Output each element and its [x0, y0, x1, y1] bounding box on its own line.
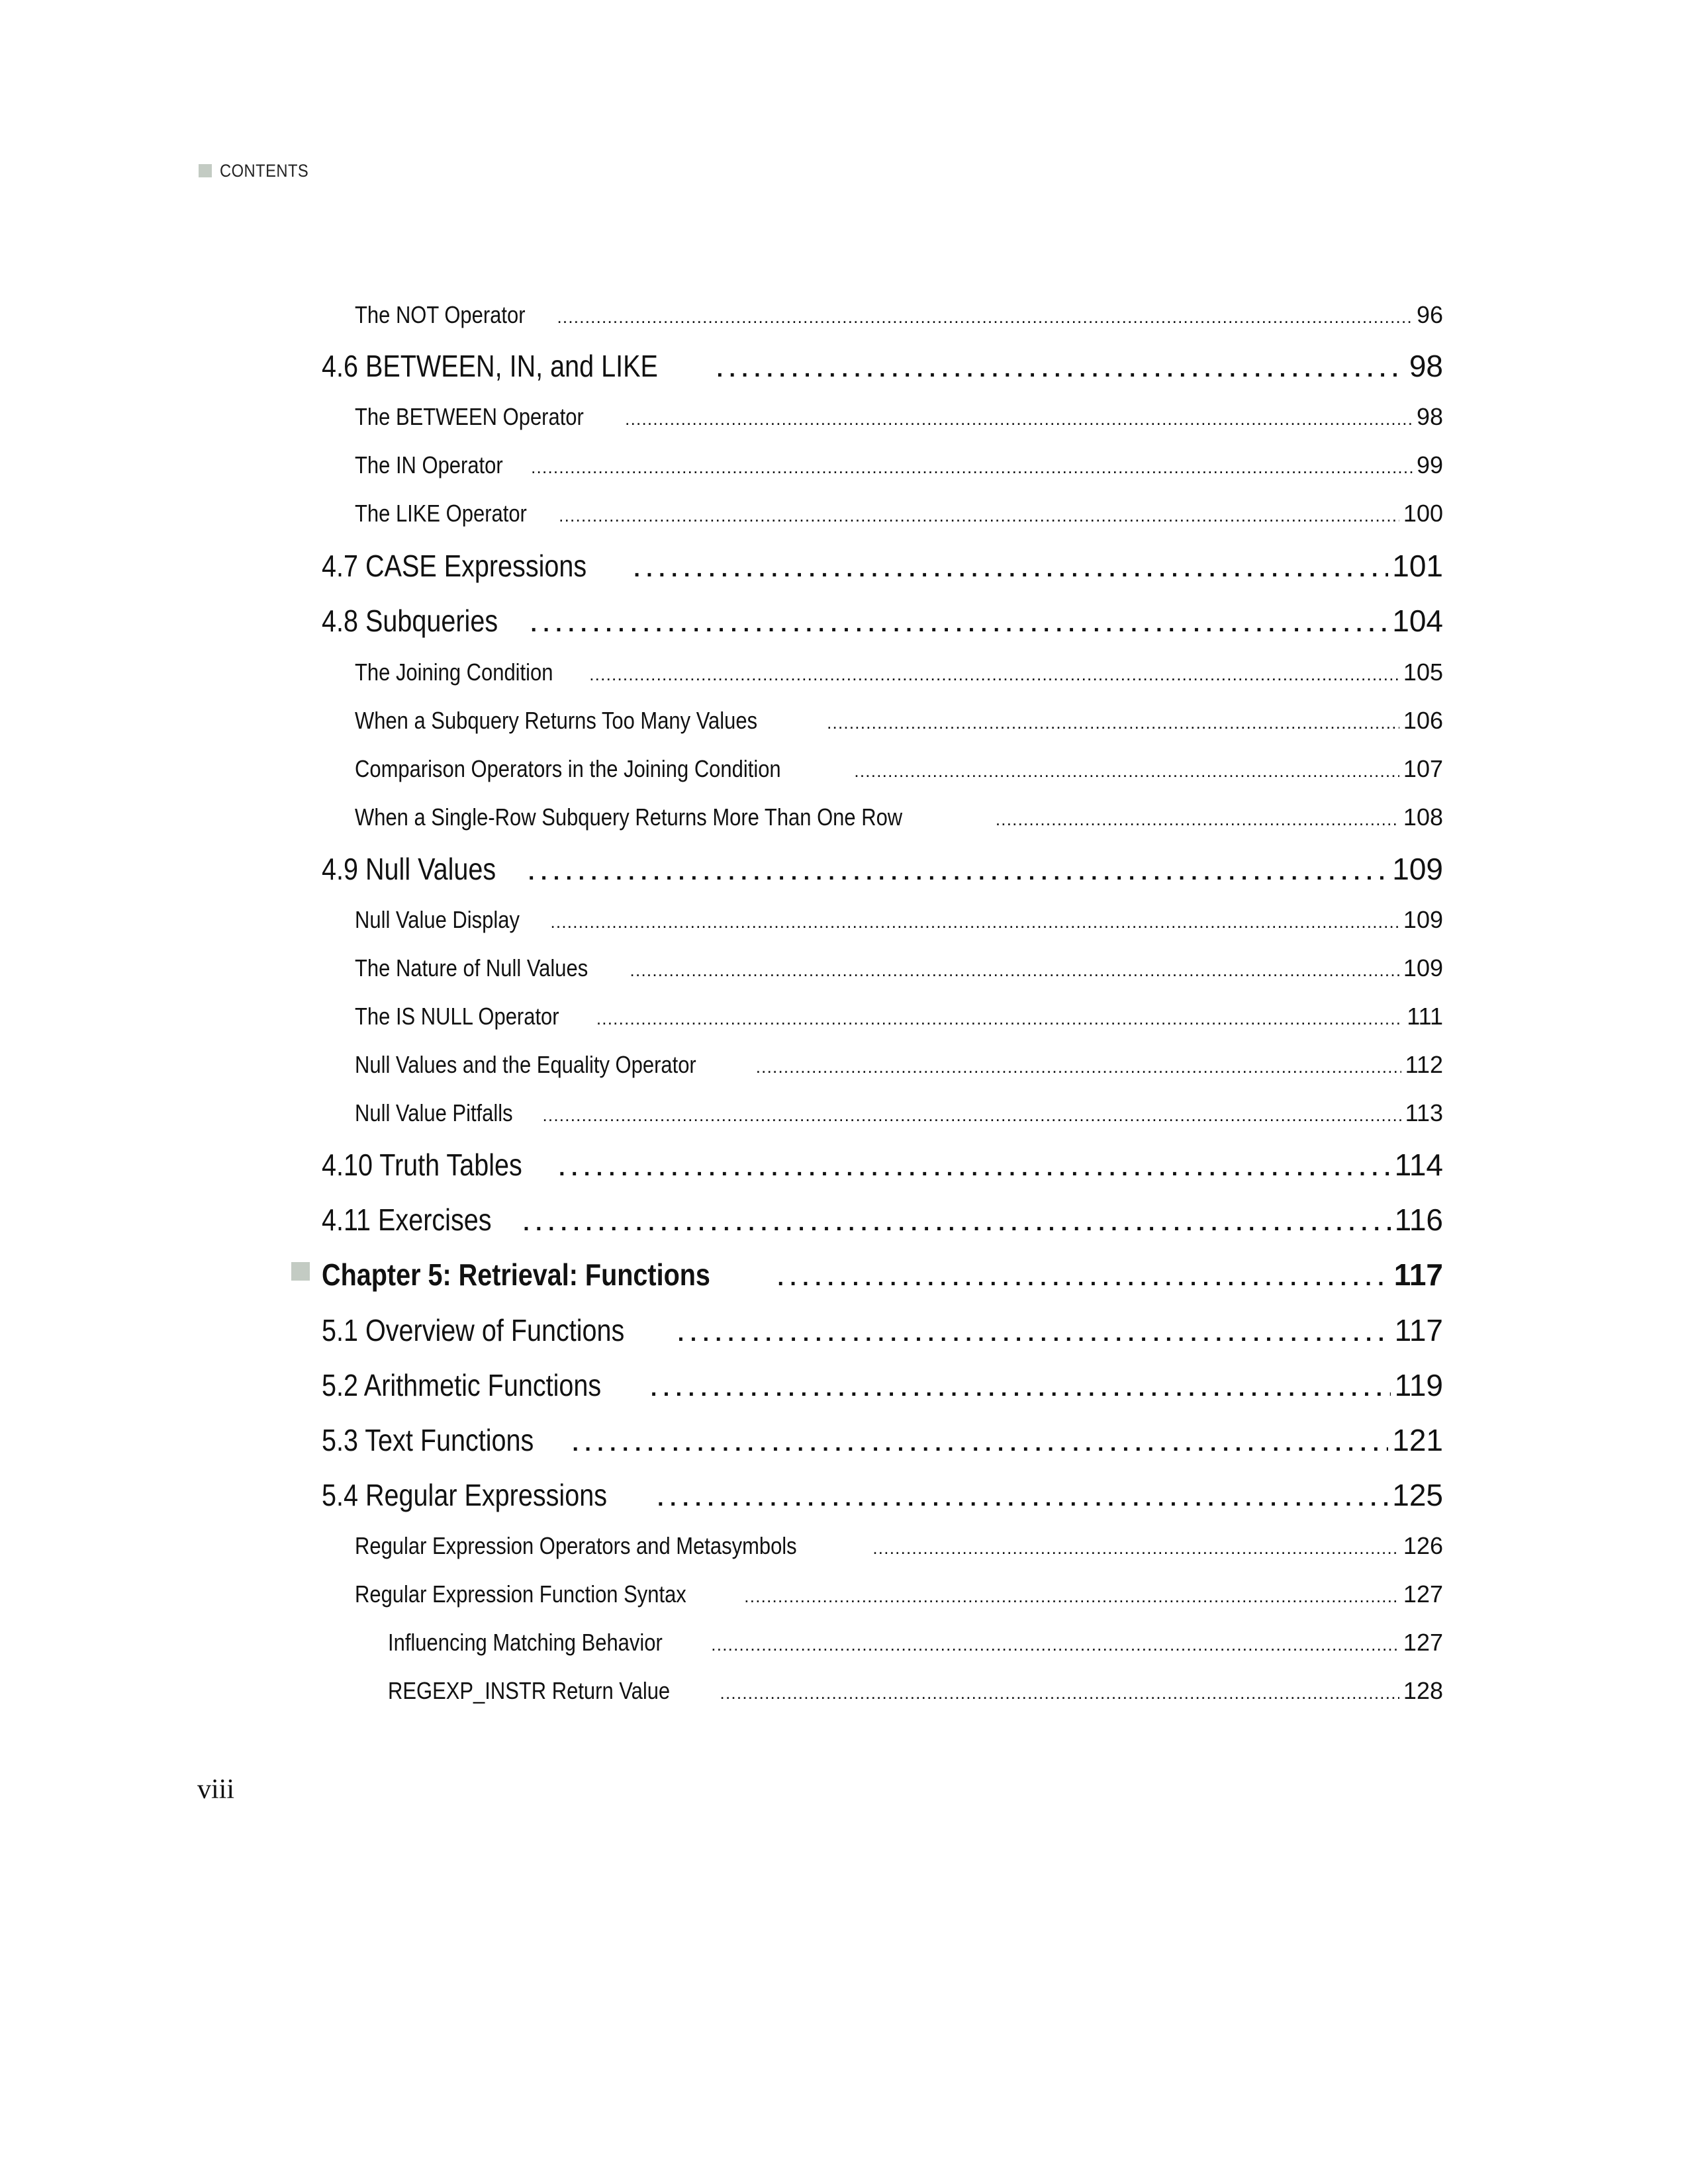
toc-entry-page: 109	[1392, 852, 1443, 886]
toc-leader	[625, 405, 1413, 429]
toc-entry[interactable]	[355, 901, 1443, 932]
toc-entry-page: 119	[1394, 1368, 1443, 1402]
toc-leader	[657, 1480, 1388, 1510]
toc-chapter-entry[interactable]	[322, 1253, 1443, 1290]
toc-leader	[854, 757, 1399, 781]
toc-leader	[550, 908, 1399, 932]
toc-entry-page: 107	[1403, 755, 1443, 782]
toc-entry[interactable]	[355, 1576, 1443, 1606]
toc-entry[interactable]	[322, 544, 1443, 581]
toc-entry[interactable]	[322, 1198, 1443, 1235]
toc-entry-title: The Nature of Null Values	[355, 954, 588, 981]
toc-entry-title: The Joining Condition	[355, 659, 553, 686]
toc-entry-page: 105	[1403, 659, 1443, 686]
toc-entry-title: Comparison Operators in the Joining Condition	[355, 755, 781, 782]
toc-entry[interactable]	[322, 1308, 1443, 1345]
toc-leader	[651, 1370, 1391, 1400]
toc-entry-page: 99	[1416, 451, 1443, 478]
toc-entry[interactable]	[355, 398, 1443, 429]
toc-entry-title: Null Value Pitfalls	[355, 1099, 513, 1126]
toc-entry[interactable]	[322, 1418, 1443, 1455]
toc-entry[interactable]	[355, 447, 1443, 477]
toc-leader	[542, 1101, 1401, 1125]
toc-entry-page: 109	[1403, 954, 1443, 981]
toc-entry[interactable]	[355, 998, 1443, 1028]
toc-entry-page: 113	[1405, 1099, 1443, 1126]
toc-entry[interactable]	[322, 599, 1443, 636]
toc-entry-title: 4.6 BETWEEN, IN, and LIKE	[322, 349, 658, 383]
toc-entry-title: When a Subquery Returns Too Many Values	[355, 707, 758, 734]
toc-entry-page: 116	[1394, 1203, 1443, 1237]
toc-entry-title: Chapter 5: Retrieval: Functions	[322, 1257, 710, 1292]
toc-leader	[827, 709, 1399, 733]
toc-entry-page: 106	[1403, 707, 1443, 734]
toc-leader	[589, 660, 1399, 684]
toc-entry[interactable]	[355, 799, 1443, 829]
toc-leader	[528, 854, 1388, 884]
toc-entry[interactable]	[355, 950, 1443, 980]
toc-entry-page: 98	[1416, 403, 1443, 430]
toc-entry-title: The IN Operator	[355, 451, 503, 478]
toc-leader	[596, 1005, 1403, 1028]
toc-entry-title: Regular Expression Operators and Metasymbols	[355, 1532, 797, 1559]
toc-leader	[633, 551, 1388, 581]
toc-entry[interactable]	[355, 296, 1443, 327]
toc-entry-title: 5.4 Regular Expressions	[322, 1478, 607, 1512]
toc-entry[interactable]	[322, 1143, 1443, 1180]
toc-entry-title: 5.3 Text Functions	[322, 1423, 534, 1457]
toc-entry[interactable]	[355, 495, 1443, 525]
toc-entry-page: 101	[1392, 549, 1443, 583]
toc-leader	[572, 1425, 1388, 1455]
toc-entry[interactable]	[355, 654, 1443, 684]
toc-entry-title: Null Value Display	[355, 906, 520, 933]
toc-entry-title: 4.7 CASE Expressions	[322, 549, 587, 583]
toc-entry-title: 4.8 Subqueries	[322, 604, 498, 638]
toc-entry-title: 4.9 Null Values	[322, 852, 496, 886]
toc-entry-page: 128	[1403, 1677, 1443, 1704]
toc-entry-page: 127	[1403, 1629, 1443, 1656]
toc-entry[interactable]	[355, 1527, 1443, 1558]
toc-entry-page: 112	[1405, 1051, 1443, 1078]
toc-entry[interactable]	[355, 751, 1443, 781]
toc-entry-title: Influencing Matching Behavior	[388, 1629, 663, 1656]
toc-entry-title: 4.10 Truth Tables	[322, 1148, 522, 1182]
toc-entry-page: 114	[1394, 1148, 1443, 1182]
toc-leader	[711, 1631, 1399, 1655]
toc-leader	[557, 303, 1413, 327]
toc-entry-page: 117	[1394, 1313, 1443, 1347]
toc-entry-title: 5.1 Overview of Functions	[322, 1313, 625, 1347]
toc-entry[interactable]	[355, 702, 1443, 733]
toc-leader	[523, 1205, 1390, 1235]
toc-entry-page: 108	[1403, 803, 1443, 831]
toc-entry-page: 109	[1403, 906, 1443, 933]
toc-entry-title: The NOT Operator	[355, 301, 526, 328]
toc-entry-title: The BETWEEN Operator	[355, 403, 584, 430]
toc-entry-title: 4.11 Exercises	[322, 1203, 492, 1237]
toc-leader	[530, 606, 1388, 636]
toc-entry-page: 121	[1392, 1423, 1443, 1457]
toc-entry-page: 111	[1407, 1003, 1443, 1030]
chapter-square-icon	[291, 1262, 310, 1281]
toc-entry[interactable]	[322, 344, 1443, 381]
page-number: viii	[197, 1774, 235, 1805]
toc-entry[interactable]	[355, 1046, 1443, 1077]
toc-leader	[531, 453, 1413, 477]
toc-entry[interactable]	[388, 1624, 1443, 1655]
toc-entry[interactable]	[388, 1672, 1443, 1703]
toc-entry-page: 96	[1416, 301, 1443, 328]
running-head-label: CONTENTS	[220, 160, 309, 181]
toc-entry-page: 126	[1403, 1532, 1443, 1559]
toc-entry[interactable]	[322, 1363, 1443, 1400]
toc-entry-title: Null Values and the Equality Operator	[355, 1051, 696, 1078]
toc-entry-title: REGEXP_INSTR Return Value	[388, 1677, 671, 1704]
toc-leader	[777, 1259, 1389, 1290]
toc-entry[interactable]	[355, 1095, 1443, 1125]
toc-leader	[996, 805, 1399, 829]
toc-leader	[630, 956, 1399, 980]
toc-entry-page: 98	[1409, 349, 1443, 383]
toc-entry-title: 5.2 Arithmetic Functions	[322, 1368, 602, 1402]
toc-entry-title: When a Single-Row Subquery Returns More Than One Row	[355, 803, 903, 831]
toc-leader	[720, 1679, 1399, 1703]
toc-entry[interactable]	[322, 847, 1443, 884]
toc-entry-title: The IS NULL Operator	[355, 1003, 559, 1030]
toc-leader	[744, 1582, 1399, 1606]
toc-entry-page: 125	[1392, 1478, 1443, 1512]
toc-entry-page: 127	[1403, 1580, 1443, 1608]
toc-leader	[756, 1053, 1401, 1077]
toc-entry-page: 117	[1393, 1257, 1443, 1292]
toc-entry-title: Regular Expression Function Syntax	[355, 1580, 686, 1608]
toc-entry[interactable]	[322, 1473, 1443, 1510]
toc-leader	[559, 502, 1399, 525]
toc-leader	[717, 351, 1405, 381]
toc-leader	[678, 1315, 1391, 1345]
toc-entry-page: 104	[1392, 604, 1443, 638]
toc-leader	[872, 1534, 1399, 1558]
toc-entry-page: 100	[1403, 500, 1443, 527]
toc-leader	[559, 1150, 1391, 1180]
toc-entry-title: The LIKE Operator	[355, 500, 527, 527]
